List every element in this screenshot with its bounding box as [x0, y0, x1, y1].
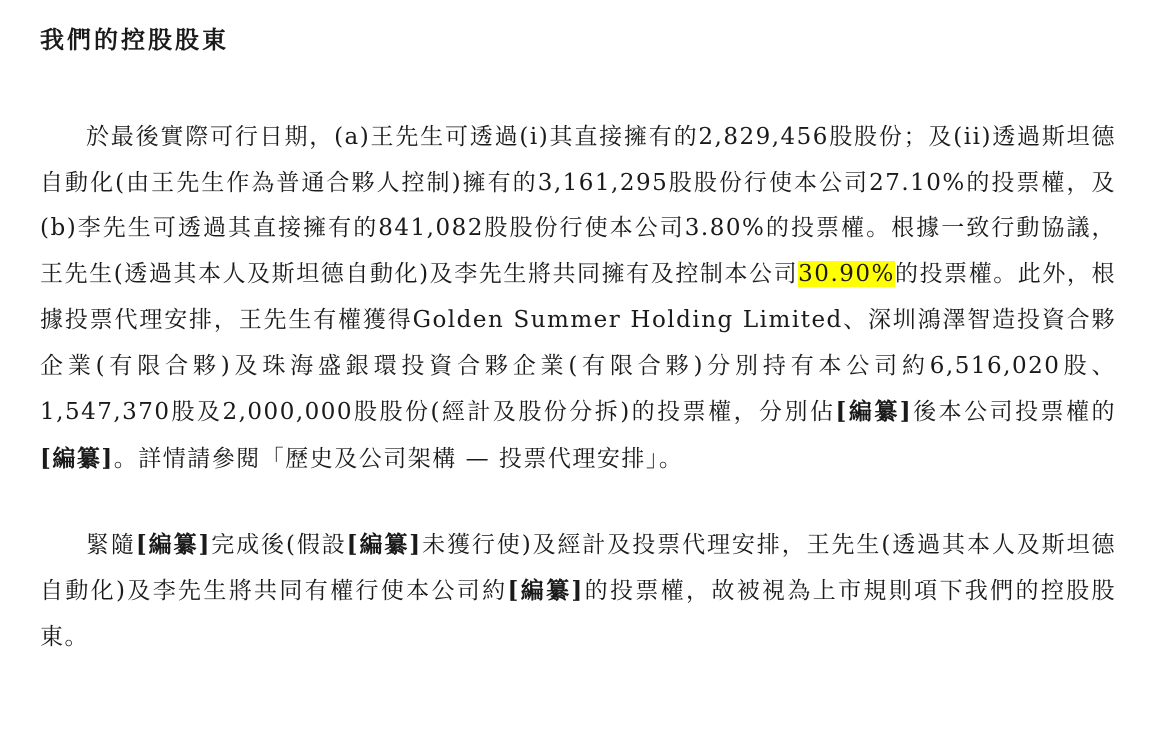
paragraph-controlling-shareholders-voting — [40, 115, 1116, 483]
redacted-placeholder: [編纂] — [835, 398, 913, 426]
para1-text-1: 於最後實際可行日期，(a)王先生可透過(i)其直接擁有的2,829,456股股份；及(ii)透過斯坦德自動化(由王先生作為普通合夥人控制)擁有的3,161,295股股份行使本公司27.10%的投票權，及(b)李先生可透過其直接擁有的841,082股股份行使本公司3.80%的投票權。根據一致行動協議，王先生(透過其本人及斯坦德自動化)及李先生將共同擁有及控制本公司 — [40, 124, 1116, 288]
redacted-placeholder: [編纂] — [40, 444, 114, 472]
para2-text-4: 的投票權，故被視為上市規則項下我們的控股股東。 — [40, 578, 1117, 651]
redacted-placeholder: [編纂] — [135, 530, 211, 558]
redacted-placeholder: [編纂] — [507, 577, 584, 605]
para2-text-3: 未獲行使)及經計及投票代理安排，王先生(透過其本人及斯坦德自動化)及李先生將共同有權行使本公司約 — [40, 531, 1117, 605]
section-heading: 我們的控股股東 — [40, 25, 229, 54]
redacted-placeholder: [編纂] — [346, 530, 422, 558]
para2-text-1: 緊隨 — [86, 531, 136, 558]
para1-text-4: 。詳情請參閱「歷史及公司架構 — 投票代理安排」。 — [113, 445, 684, 472]
highlighted-percentage: 30.90% — [798, 261, 895, 288]
para1-text-2: 的投票權。此外，根據投票代理安排，王先生有權獲得Golden Summer Holding Limited、深圳鴻澤智造投資合夥企業(有限合夥)及珠海盛銀環投資合夥企業(有限合夥)分別持有本公司約6,516,020股、1,547,370股及2,000,000股股份(經計及股份分拆)的投票權，分別佔 — [40, 261, 1116, 426]
para1-text-3: 後本公司投票權的 — [912, 399, 1117, 426]
paragraph-post-completion — [40, 522, 1116, 661]
para2-text-2: 完成後(假設 — [210, 531, 347, 558]
